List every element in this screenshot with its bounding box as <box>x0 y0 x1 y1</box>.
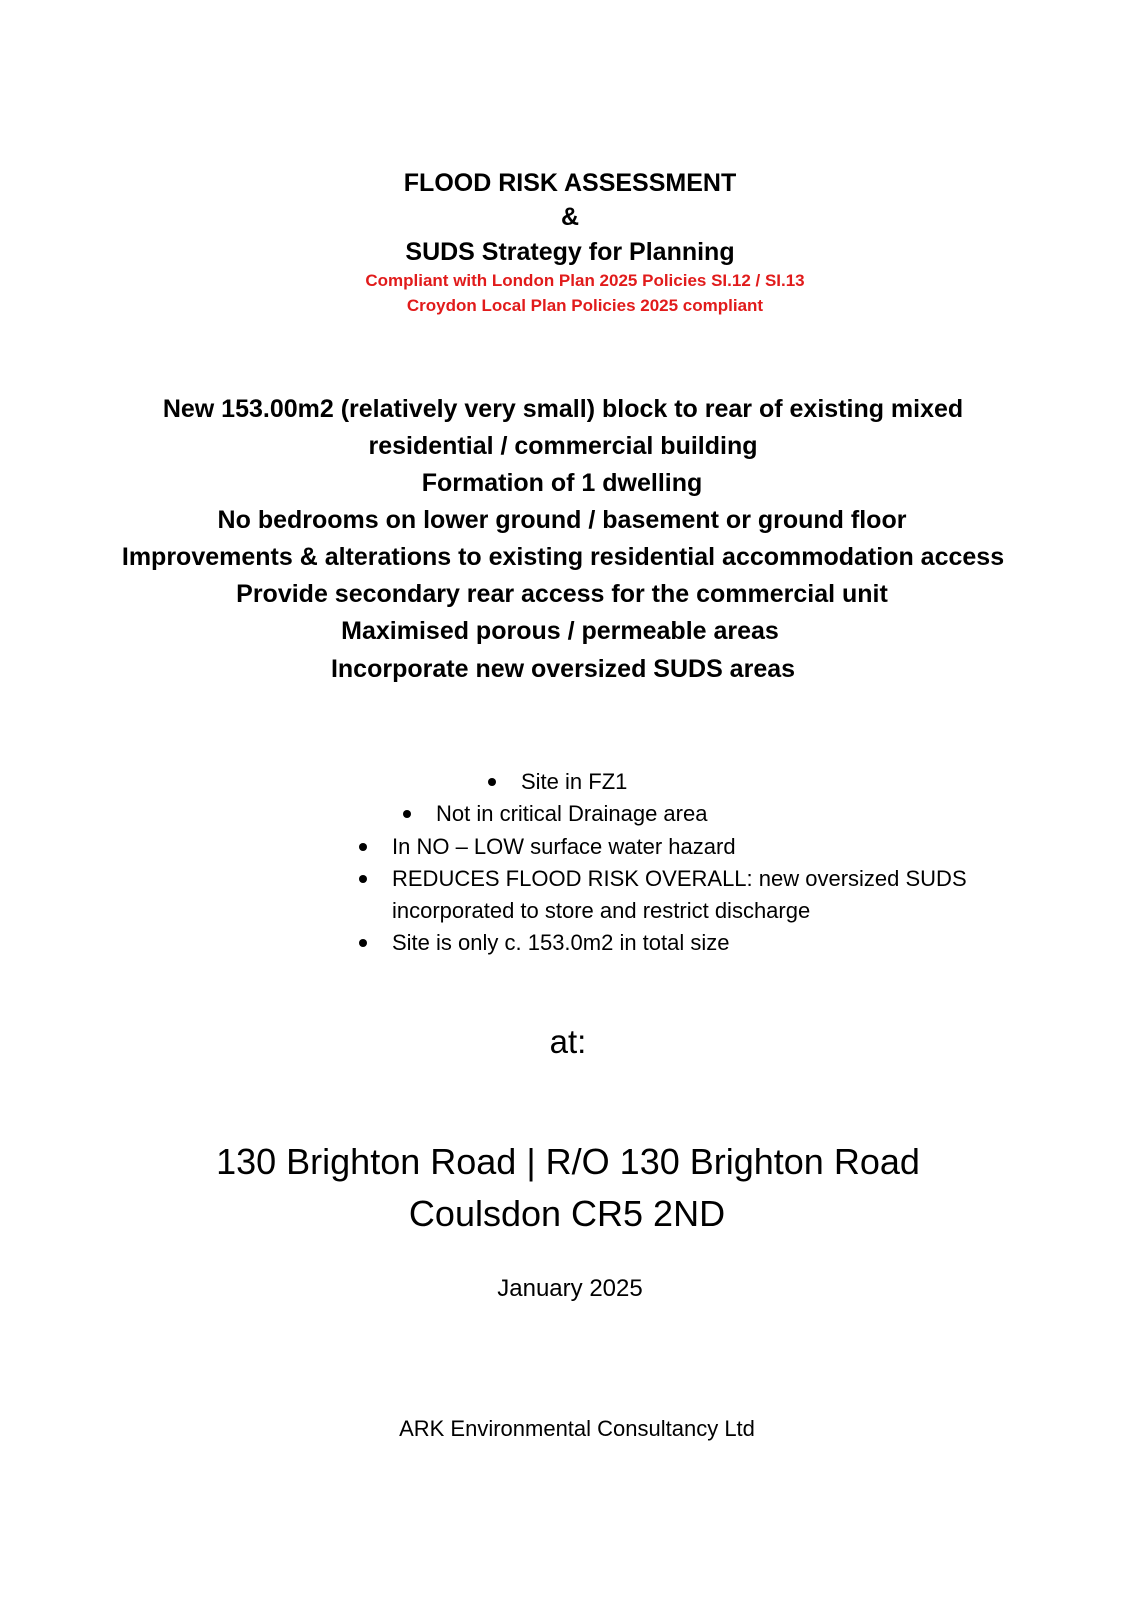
description-line: Provide secondary rear access for the commercial unit <box>236 580 888 608</box>
bullet-dot <box>359 875 367 883</box>
bullet-dot <box>403 810 411 818</box>
address-line-1: 130 Brighton Road | R/O 130 Brighton Road <box>216 1141 920 1182</box>
description-line: Incorporate new oversized SUDS areas <box>330 655 796 683</box>
description-line: New 153.00m2 (relatively very small) block to rear of existing mixed <box>162 395 964 423</box>
description-line: residential / commercial building <box>368 432 758 460</box>
description-line: No bedrooms on lower ground / basement or ground floor <box>217 506 907 534</box>
bullet-item: In NO – LOW surface water hazard <box>392 834 736 859</box>
bullet-dot <box>488 778 496 786</box>
bullet-item: REDUCES FLOOD RISK OVERALL: new oversized SUDS <box>392 866 967 891</box>
title-ampersand: & <box>560 203 580 231</box>
bullet-item: Site is only c. 153.0m2 in total size <box>392 930 730 955</box>
bullet-dot <box>359 843 367 851</box>
bullet-dot <box>359 939 367 947</box>
document-title: FLOOD RISK ASSESSMENT <box>403 169 737 197</box>
compliance-london-plan: Compliant with London Plan 2025 Policies SI.12 / SI.13 <box>365 271 805 290</box>
description-line: Maximised porous / permeable areas <box>341 617 779 645</box>
document-date: January 2025 <box>497 1275 643 1302</box>
company-name: ARK Environmental Consultancy Ltd <box>399 1416 755 1441</box>
bullet-item: Not in critical Drainage area <box>436 801 708 826</box>
bullet-item-continuation: incorporated to store and restrict discharge <box>392 898 811 923</box>
description-line: Formation of 1 dwelling <box>421 469 703 497</box>
compliance-croydon-plan: Croydon Local Plan Policies 2025 compliant <box>406 296 764 315</box>
description-line: Improvements & alterations to existing residential accommodation access <box>121 543 1005 571</box>
bullet-item: Site in FZ1 <box>521 769 628 794</box>
address-line-2: Coulsdon CR5 2ND <box>408 1193 726 1234</box>
at-label: at: <box>549 1023 587 1060</box>
document-subtitle: SUDS Strategy for Planning <box>405 238 735 266</box>
